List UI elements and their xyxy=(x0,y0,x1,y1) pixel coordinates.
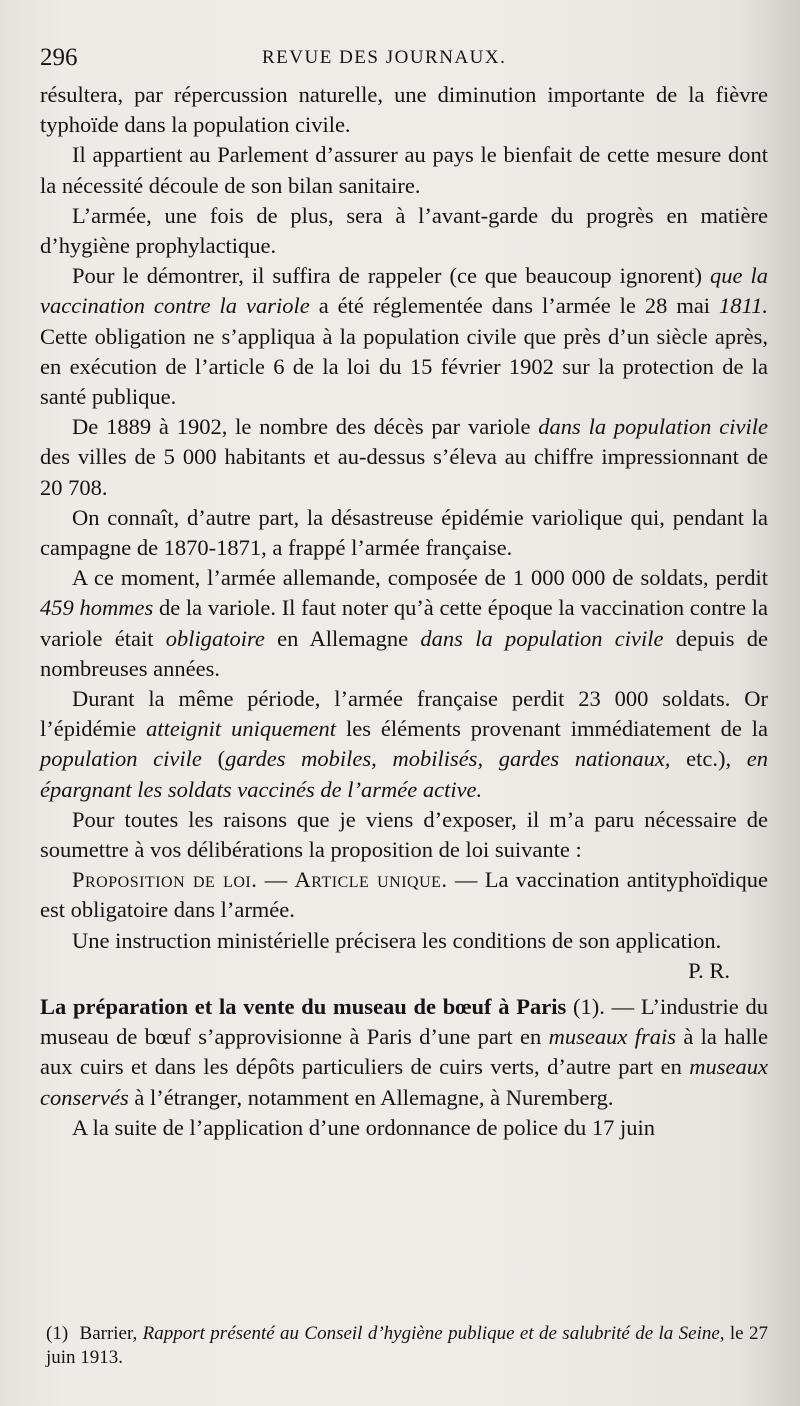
footnote: (1) Barrier, Rapport présenté au Conseil d’hygiène publique et de salubrité de la Seine, le 27 juin 1913. xyxy=(46,1323,768,1368)
paragraph: résultera, par répercussion naturelle, une diminution importante de la fièvre typhoïde dans la population civile. xyxy=(40,82,768,138)
paragraph: L’armée, une fois de plus, sera à l’avant-garde du progrès en matière d’hygiène prophylactique. xyxy=(40,202,768,259)
running-head: REVUE DES JOURNAUX. xyxy=(262,47,507,68)
paragraph: De 1889 à 1902, le nombre des décès par variole dans la population civile des villes de 5 000 habitants et au-dessus s’éleva au chiffre impressionnant de 20 708. xyxy=(40,414,768,500)
paragraph: Une instruction ministérielle précisera les conditions de son application. P. R. xyxy=(40,926,768,956)
section-title: La préparation et la vente du museau de bœuf à Paris xyxy=(40,993,567,1019)
paragraph: Durant la même période, l’armée française perdit 23 000 soldats. Or l’épidémie atteignit uniquement les éléments provenant immédiatement de la population civile (gardes mobiles, mobilisés, gardes nationaux, etc.), en épargnant les soldats vaccinés de l’armée active. xyxy=(40,686,768,802)
paragraph: Il appartient au Parlement d’assurer au pays le bienfait de cette mesure dont la nécessité découle de son bilan sanitaire. xyxy=(40,142,768,198)
paragraph: A ce moment, l’armée allemande, composée de 1 000 000 de soldats, perdit 459 hommes de la variole. Il faut noter qu’à cette époque la vaccination contre la variole était obligatoire en Allemagne dans la population civile depuis de nombreuses années. xyxy=(40,565,768,681)
paragraph: On connaît, d’autre part, la désastreuse épidémie variolique qui, pendant la campagne de 1870-1871, a frappé l’armée française. xyxy=(40,504,768,561)
body-text xyxy=(40,80,768,1143)
paragraph: Pour toutes les raisons que je viens d’exposer, il m’a paru nécessaire de soumettre à vos délibérations la proposition de loi suivante : xyxy=(40,806,768,863)
page-header xyxy=(40,44,768,74)
page-number: 296 xyxy=(40,44,78,71)
paragraph: A la suite de l’application d’une ordonnance de police du 17 juin xyxy=(72,1114,655,1140)
section-paragraph: La préparation et la vente du museau de bœuf à Paris (1). — L’industrie du museau de bœuf s’approvisionne à Paris d’une part en museaux frais à la halle aux cuirs et dans les dépôts particuliers de cuirs verts, d’autre part en museaux conservés à l’étranger, notamment en Allemagne, à Nuremberg. xyxy=(40,993,768,1110)
paragraph: Pour le démontrer, il suffira de rappeler (ce que beaucoup ignorent) que la vaccination contre la variole a été réglementée dans l’armée le 28 mai 1811. Cette obligation ne s’appliqua à la population civile que près d’un siècle après, en exécution de l’article 6 de la loi du 15 février 1902 sur la protection de la santé publique. xyxy=(40,263,768,410)
author-initials: P. R. xyxy=(688,957,730,983)
law-proposal: Proposition de loi. — Article unique. — La vaccination antityphoïdique est obligatoire dans l’armée. xyxy=(40,867,768,923)
